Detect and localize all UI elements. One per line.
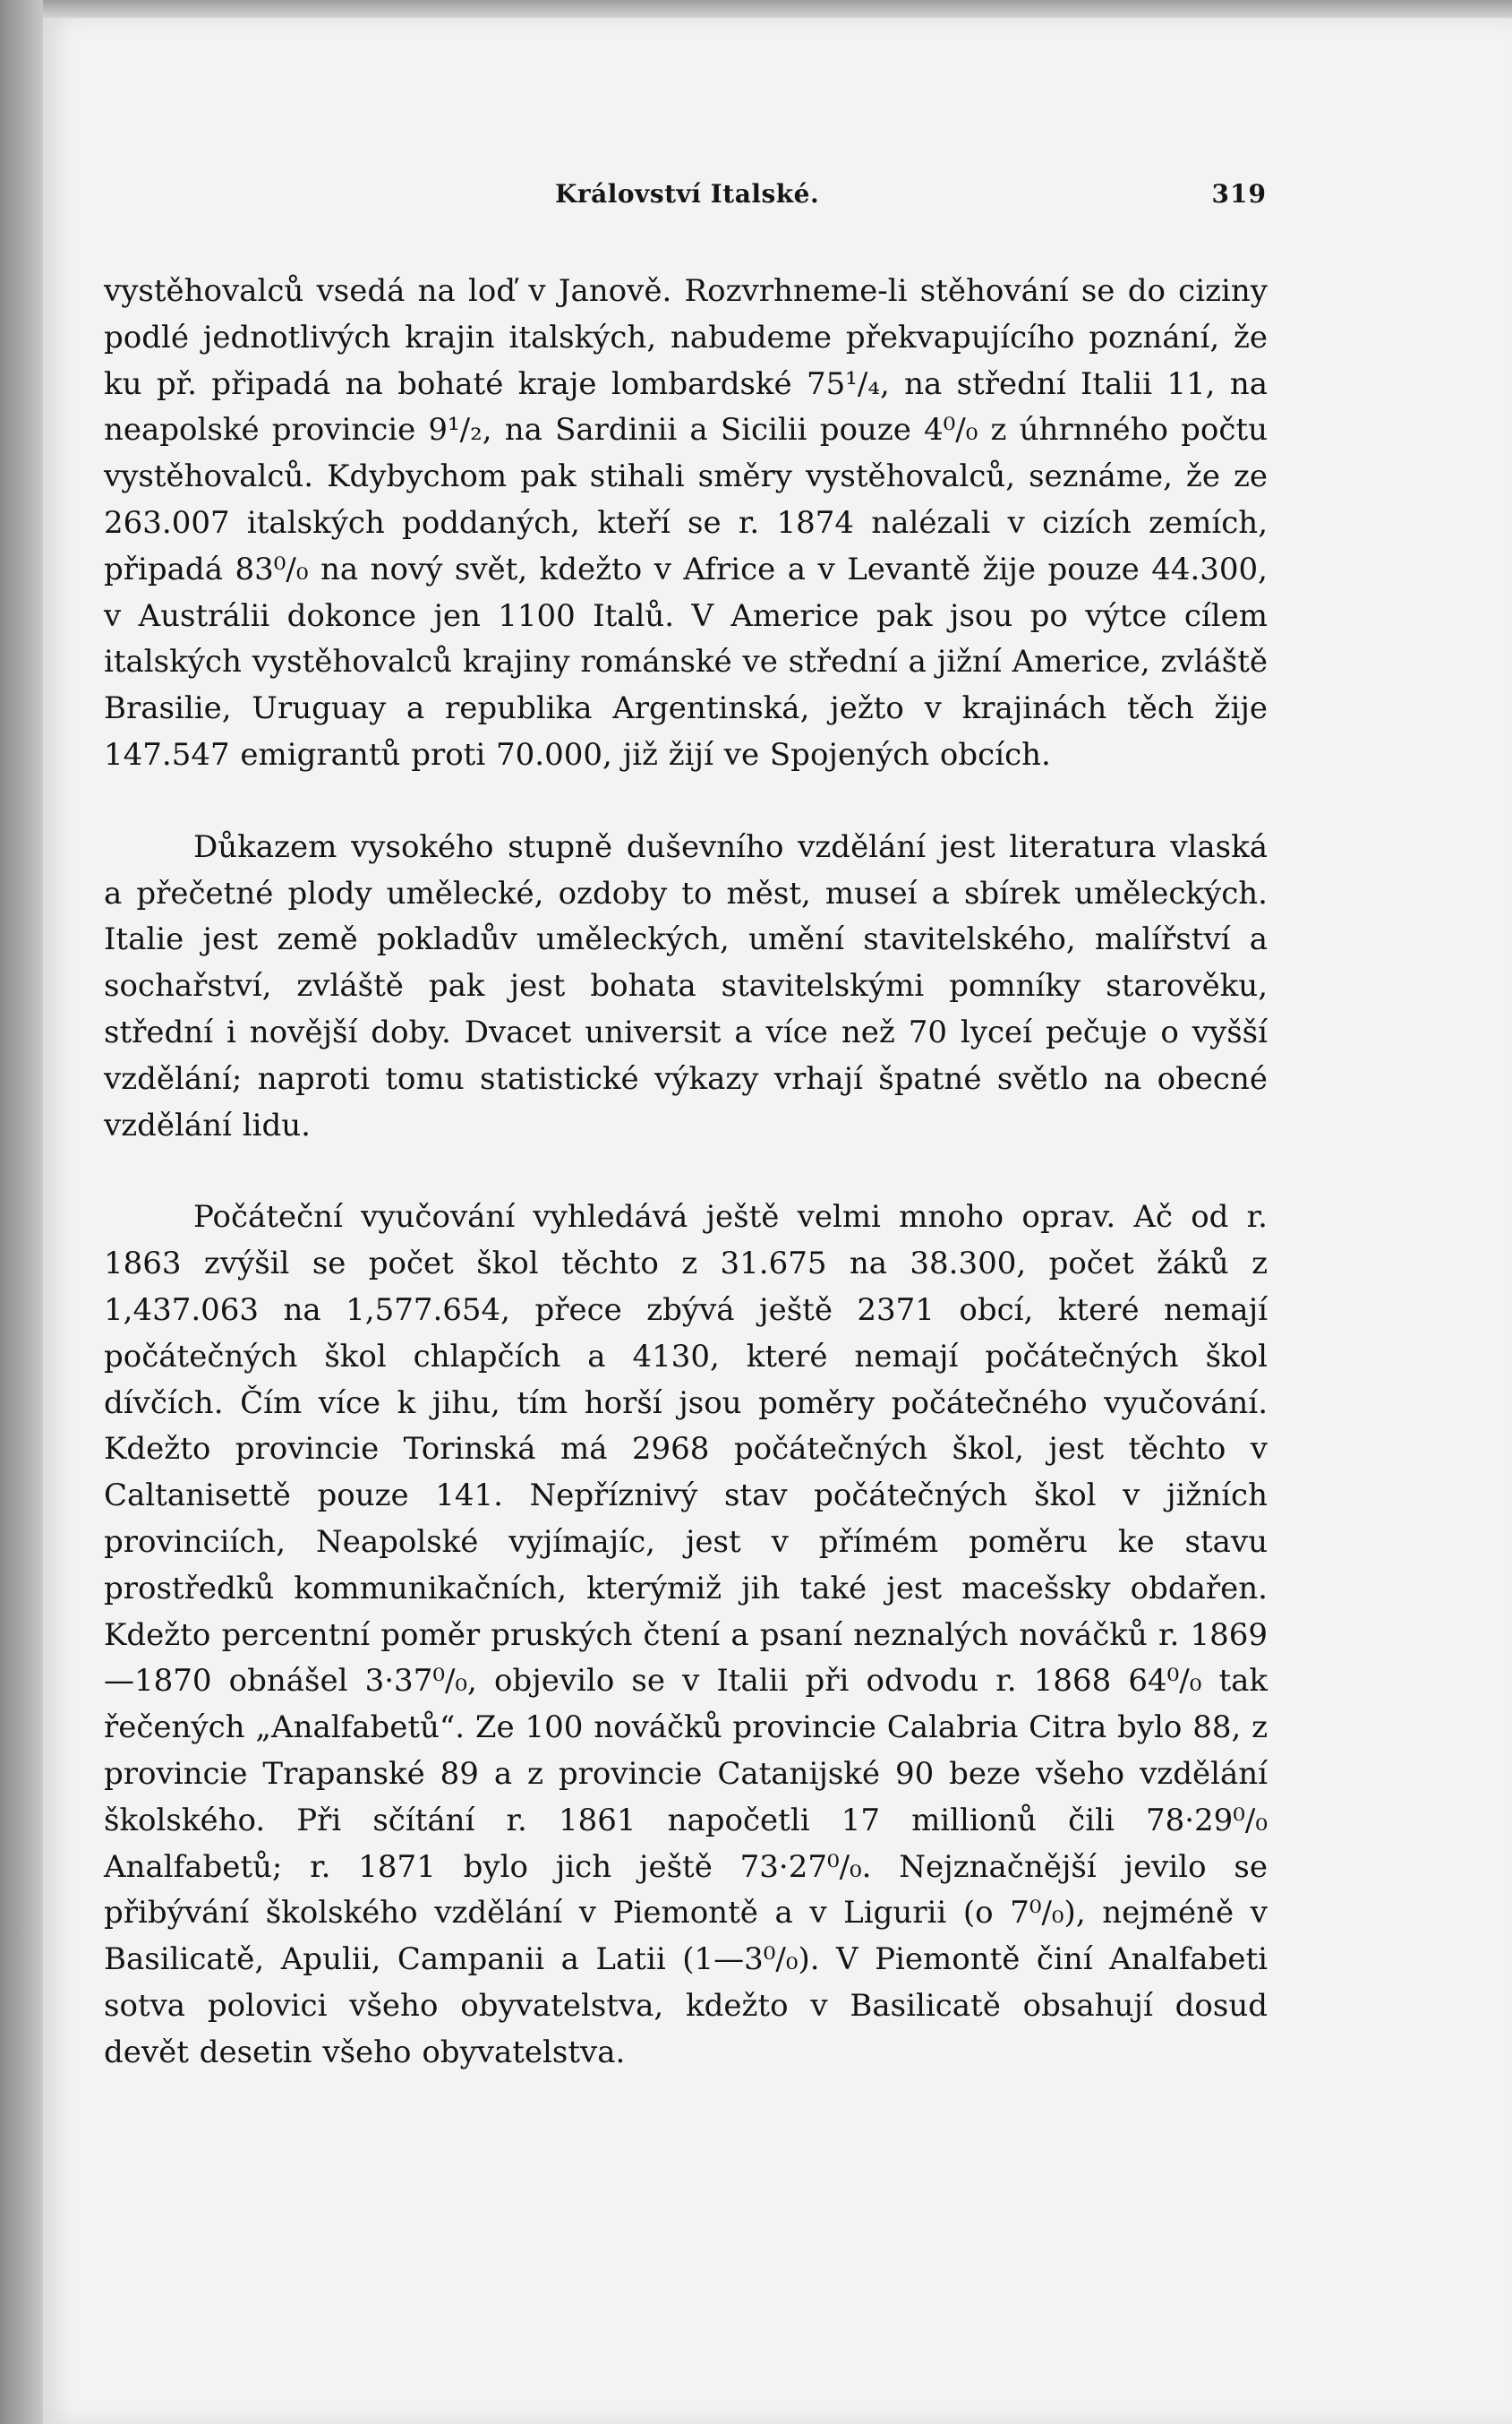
running-header <box>0 179 1512 215</box>
scan-top-edge <box>0 0 1512 18</box>
scan-left-edge <box>0 0 43 2424</box>
body-text <box>104 269 1268 2076</box>
paragraph-elementary-education: Počáteční vyučování vyhledává ještě velmi mnoho oprav. Ač od r. 1863 zvýšil se počet škol těchto z 31.675 na 38.300, počet žáků z 1,437.063 na 1,577.654, přece zbývá ještě 2371 obcí, které nemají počátečných škol chlapčích a 4130, které nemají počátečných škol dívčích. Čím více k jihu, tím horší jsou poměry počátečného vyučování. Kdežto provincie Torinská má 2968 počátečných škol, jest těchto v Caltanisettě pouze 141. Nepříznivý stav počátečných škol v jižních provinciích, Neapolské vyjímajíc, jest v přímém poměru ke stavu prostředků kommunikačních, kterýmiž jih také jest macešsky obdařen. Kdežto percentní poměr pruských čtení a psaní neznalých nováčků r. 1869—1870 obnášel 3·37⁰/₀, objevilo se v Italii při odvodu r. 1868 64⁰/₀ tak řečených „Analfabetů“. Ze 100 nováčků provincie Calabria Citra bylo 88, z provincie Trapanské 89 a z provincie Catanijské 90 beze všeho vzdělání školského. Při sčítání r. 1861 napočetli 17 millionů čili 78·29⁰/₀ Analfabetů; r. 1871 bylo jich ještě 73·27⁰/₀. Nejznačnější jevilo se přibývání školského vzdělání v Piemontě a v Ligurii (o 7⁰/₀), nejméně v Basilicatě, Apulii, Campanii a Latii (1—3⁰/₀). V Piemontě činí Analfabeti sotva polovici všeho obyvatelstva, kdežto v Basilicatě obsahují dosud devět desetin všeho obyvatelstva. <box>104 1199 1268 2070</box>
paragraph-culture: Důkazem vysokého stupně duševního vzdělání jest literatura vlaská a přečetné plody umělecké, ozdoby to měst, museí a sbírek uměleckých. Italie jest země pokladův uměleckých, umění stavitelského, malířství a sochařství, zvláště pak jest bohata stavitelskými pomníky starověku, střední i novější doby. Dvacet universit a více než 70 lyceí pečuje o vyšší vzdělání; naproti tomu statistické výkazy vrhají špatné světlo na obecné vzdělání lidu. <box>104 828 1268 1143</box>
running-title: Království Italské. <box>555 179 820 209</box>
paragraph-emigration: vystěhovalců vsedá na loď v Janově. Rozvrhneme-li stěhování se do ciziny podlé jednotlivých krajin italských, nabudeme překvapujícího poznání, že ku př. připadá na bohaté kraje lombardské 75¹/₄, na střední Italii 11, na neapolské provincie 9¹/₂, na Sardinii a Sicilii pouze 4⁰/₀ z úhrnného počtu vystěhovalců. Kdybychom pak stihali směry vystěhovalců, seznáme, že ze 263.007 italských poddaných, kteří se r. 1874 nalézali v cizích zemích, připadá 83⁰/₀ na nový svět, kdežto v Africe a v Levantě žije pouze 44.300, v Austrálii dokonce jen 1100 Italů. V Americe pak jsou po výtce cílem italských vystěhovalců krajiny románské ve střední a jižní Americe, zvláště Brasilie, Uruguay a republika Argentinská, ježto v krajinách těch žije 147.547 emigrantů proti 70.000, již žijí ve Spojených obcích. <box>104 273 1268 773</box>
page-number: 319 <box>1211 179 1267 209</box>
